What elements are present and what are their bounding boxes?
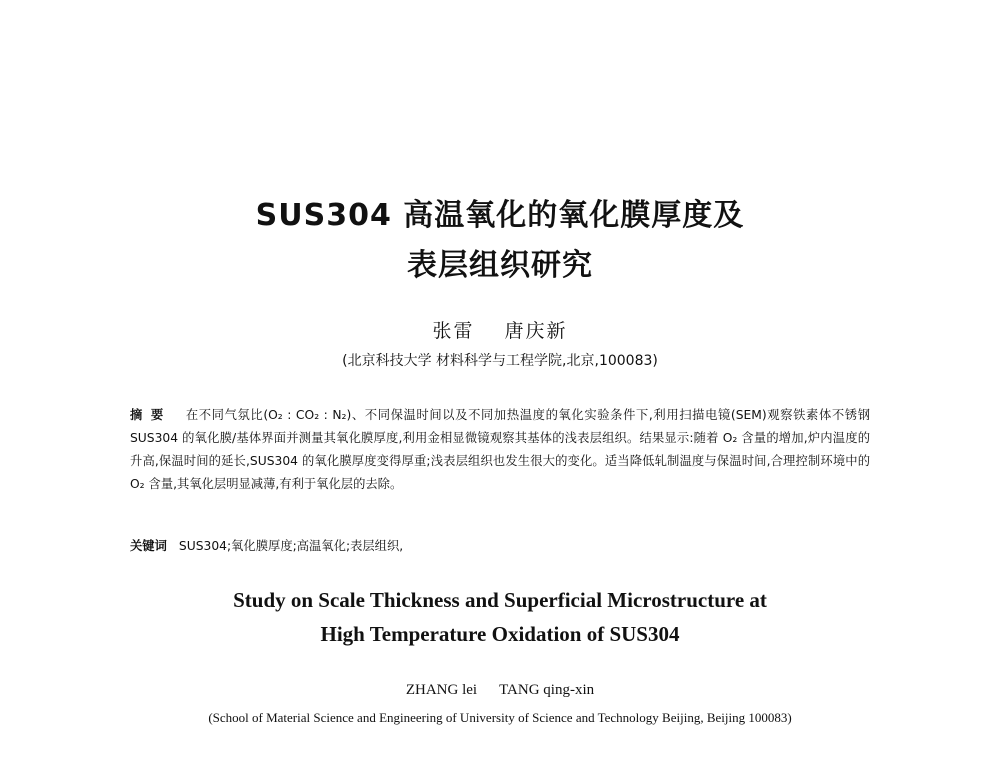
- chinese-affiliation: (北京科技大学 材料科学与工程学院,北京,100083): [342, 353, 658, 369]
- chinese-abstract: [130, 404, 870, 496]
- abstract-text: 在不同气氛比(O₂ : CO₂ : N₂)、不同保温时间以及不同加热温度的氧化实验条件下,利用扫描电镜(SEM)观察铁素体不锈钢 SUS304 的氧化膜/基体界面并测量其氧化膜厚度,利用金相显微镜观察其基体的浅表层组织。结果显示:随着 O₂ 含量的增加,炉内温度的升高,保温时间的延长,SUS304 的氧化膜厚度变得厚重;浅表层组织也发生很大的变化。适当降低轧制温度与保温时间,合理控制环境中的 O₂ 含量,其氧化层明显减薄,有利于氧化层的去除。: [130, 408, 870, 491]
- keywords-label: 关键词: [130, 539, 167, 553]
- chinese-title-line-1: SUS304 高温氧化的氧化膜厚度及: [255, 198, 745, 233]
- english-authors: [0, 682, 1000, 699]
- abstract-label: 摘要: [130, 408, 172, 422]
- english-title-line-1: Study on Scale Thickness and Superficial Microstructure at: [233, 588, 767, 612]
- english-title-line-2: High Temperature Oxidation of SUS304: [320, 622, 680, 646]
- chinese-author-2: 唐庆新: [504, 320, 568, 342]
- chinese-keywords: [130, 536, 870, 554]
- chinese-author-1: 张雷: [432, 320, 475, 342]
- chinese-authors: [0, 316, 1000, 343]
- english-author-2: TANG qing-xin: [499, 682, 595, 698]
- english-affiliation: (School of Material Science and Engineering of University of Science and Technology Beijing, Beijing 100083): [208, 710, 792, 725]
- keywords-text: SUS304;氧化膜厚度;高温氧化;表层组织,: [178, 539, 404, 553]
- chinese-title-line-2: 表层组织研究: [407, 248, 593, 283]
- english-author-1: ZHANG lei: [405, 682, 478, 698]
